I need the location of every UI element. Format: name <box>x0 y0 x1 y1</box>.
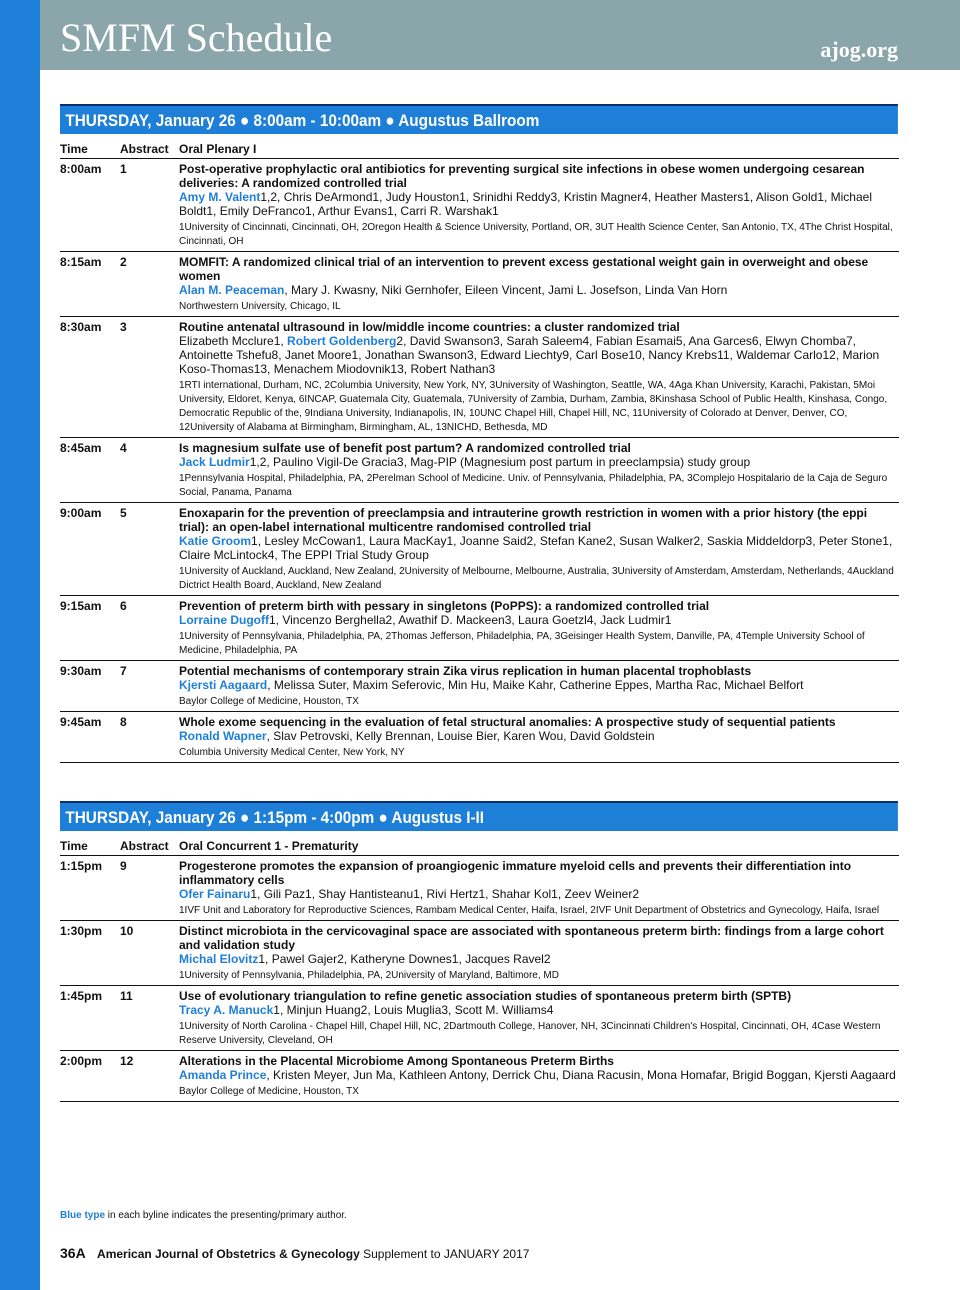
row-abstract-number: 4 <box>120 441 127 455</box>
author-list: 1, Gili Paz1, Shay Hantisteanu1, Rivi Hertz1, Shahar Kol1, Zeev Weiner2 <box>250 887 639 901</box>
row-abstract-number: 5 <box>120 506 127 520</box>
col-time: Time <box>60 142 88 156</box>
col-session: Oral Plenary I <box>179 142 257 156</box>
col-session: Oral Concurrent 1 - Prematurity <box>179 839 359 853</box>
abstract-title[interactable]: Routine antenatal ultrasound in low/middle income countries: a cluster randomized trial <box>179 320 680 334</box>
row-body <box>179 715 899 760</box>
row-abstract-number: 1 <box>120 162 127 176</box>
affiliations: 1University of Cincinnati, Cincinnati, OH, 2Oregon Health & Science University, Portland, OR, 3UT Health Science Center, San Antonio, TX, 4The Christ Hospital, Cincinnati, OH <box>179 222 893 247</box>
author-list: , Kristen Meyer, Jun Ma, Kathleen Antony, Derrick Chu, Diana Racusin, Mona Homafar, Brigid Boggan, Kjersti Aagaard <box>266 1068 896 1082</box>
row-time: 8:30am <box>60 320 102 334</box>
row-time: 8:15am <box>60 255 102 269</box>
presenting-author[interactable]: Amy M. Valent <box>179 190 261 204</box>
row-time: 2:00pm <box>60 1054 103 1068</box>
table-header <box>60 142 899 159</box>
row-time: 1:15pm <box>60 859 103 873</box>
row-abstract-number: 6 <box>120 599 127 613</box>
row-body <box>179 162 899 249</box>
session-plenary <box>60 104 899 763</box>
row-body <box>179 320 899 435</box>
author-line <box>179 613 899 627</box>
author-list: 1, Lesley McCowan1, Laura MacKay1, Joanne Said2, Stefan Kane2, Susan Walker2, Saskia Middeldorp3, Peter Stone1, Claire McLintock4, The EPPI Trial Study Group <box>179 534 893 562</box>
abstract-title[interactable]: Is magnesium sulfate use of benefit post partum? A randomized controlled trial <box>179 441 631 455</box>
table-row <box>60 317 899 438</box>
page-footer <box>60 1245 529 1261</box>
left-accent-bar <box>0 0 40 1290</box>
journal-name: American Journal of Obstetrics & Gynecology <box>97 1247 360 1261</box>
table-row <box>60 661 899 712</box>
author-list: 2, David Swanson3, Sarah Saleem4, Fabian Esamai5, Ana Garces6, Elwyn Chomba7, Antoinette Tshefu8, Janet Moore1, Jonathan Swanson3, Edward Liechty9, Carl Bose10, Nancy Krebs11, Waldemar Carlo12, Marion Koso-Thomas13, Menachem Miodovnik13, Robert Nathan3 <box>179 334 880 376</box>
abstract-title[interactable]: Progesterone promotes the expansion of proangiogenic immature myeloid cells and prevents their differentiation into inflammatory cells <box>179 859 852 887</box>
session-banner: THURSDAY, January 26 ● 8:00am - 10:00am ● Augustus Ballroom <box>60 104 898 134</box>
abstract-title[interactable]: MOMFIT: A randomized clinical trial of an intervention to prevent excess gestational weight gain in overweight and obese women <box>179 255 869 283</box>
table-row <box>60 986 899 1051</box>
row-body <box>179 664 899 709</box>
row-abstract-number: 12 <box>120 1054 134 1068</box>
table-row <box>60 596 899 661</box>
table-row <box>60 503 899 596</box>
affiliations: 1University of Auckland, Auckland, New Zealand, 2University of Melbourne, Melbourne, Australia, 3University of Amsterdam, Amsterdam, Netherlands, 4Auckland Dictrict Health Board, Auckland, New Zealand <box>179 566 894 591</box>
session-banner: THURSDAY, January 26 ● 1:15pm - 4:00pm ● Augustus I-II <box>60 801 898 831</box>
table-row <box>60 1051 899 1102</box>
author-list-pre: Elizabeth Mcclure1, <box>179 334 288 348</box>
author-list: 1,2, Paulino Vigil-De Gracia3, Mag-PIP (Magnesium post partum in preeclampsia) study group <box>249 455 751 469</box>
page-title: SMFM Schedule <box>60 15 333 60</box>
row-abstract-number: 10 <box>120 924 134 938</box>
session-concurrent <box>60 801 899 1102</box>
author-line <box>179 887 899 901</box>
header-bar <box>40 0 960 70</box>
row-time: 1:45pm <box>60 989 103 1003</box>
presenting-author[interactable]: Alan M. Peaceman <box>179 283 285 297</box>
presenting-author[interactable]: Kjersti Aagaard <box>179 678 268 692</box>
presenting-author[interactable]: Jack Ludmir <box>179 455 250 469</box>
author-line <box>179 1068 899 1082</box>
site-link[interactable]: ajog.org <box>820 37 898 62</box>
issue-label: Supplement to JANUARY 2017 <box>363 1247 530 1261</box>
abstract-title[interactable]: Prevention of preterm birth with pessary in singletons (PoPPS): a randomized controlled trial <box>179 599 710 613</box>
author-list: 1, Vincenzo Berghella2, Awathif D. Mackeen3, Laura Goetzl4, Jack Ludmir1 <box>269 613 672 627</box>
table-row <box>60 252 899 317</box>
author-list: , Slav Petrovski, Kelly Brennan, Louise Bier, Karen Wou, David Goldstein <box>266 729 655 743</box>
affiliations: 1RTI international, Durham, NC, 2Columbia University, New York, NY, 3University of Washington, Seattle, WA, 4Aga Khan University, Karachi, Pakistan, 5Moi University, Eldoret, Kenya, 6INCAP, Guatemala City, Guatemala, 7University of Zambia, Durham, Zambia, 8Kinshasa School of Public Health, Kinshasa, Congo, Democratic Republic of the, 9Indiana University, Indianapolis, IN, 10UNC Chapel Hill, Chapel Hill, NC, 11University of Colorado at Denver, Denver, CO, 12University of Alabama at Birmingham, Birmingham, AL, 13NICHD, Bethesda, MD <box>179 380 888 433</box>
abstract-title[interactable]: Enoxaparin for the prevention of preeclampsia and intrauterine growth restriction in women with a prior history (the eppi trial): an open-label international multicentre randomised controlled trial <box>179 506 868 534</box>
author-line <box>179 334 899 376</box>
affiliations: 1University of Pennsylvania, Philadelphia, PA, 2Thomas Jefferson, Philadelphia, PA, 3Geisinger Health System, Danville, PA, 4Temple University School of Medicine, Philadelphia, PA <box>179 631 865 656</box>
row-body <box>179 441 899 500</box>
author-line <box>179 534 899 562</box>
affiliations: Baylor College of Medicine, Houston, TX <box>179 1086 359 1097</box>
presenting-author[interactable]: Ronald Wapner <box>179 729 267 743</box>
author-line <box>179 678 899 692</box>
row-abstract-number: 8 <box>120 715 127 729</box>
table-row <box>60 438 899 503</box>
col-abstract: Abstract <box>120 142 169 156</box>
presenting-author[interactable]: Tracy A. Manuck <box>179 1003 274 1017</box>
row-time: 8:00am <box>60 162 102 176</box>
table-header <box>60 839 899 856</box>
page-number: 36A <box>60 1245 86 1261</box>
row-body <box>179 989 899 1048</box>
row-body <box>179 859 899 918</box>
col-time: Time <box>60 839 88 853</box>
row-abstract-number: 9 <box>120 859 127 873</box>
table-row <box>60 159 899 252</box>
abstract-title[interactable]: Use of evolutionary triangulation to refine genetic association studies of spontaneous preterm birth (SPTB) <box>179 989 792 1003</box>
author-line <box>179 283 899 297</box>
footnote-blue: Blue type <box>60 1210 106 1221</box>
author-list: , Mary J. Kwasny, Niki Gernhofer, Eileen Vincent, Jami L. Josefson, Linda Van Horn <box>284 283 728 297</box>
footnote <box>60 1210 347 1221</box>
row-time: 9:15am <box>60 599 102 613</box>
affiliations: Baylor College of Medicine, Houston, TX <box>179 696 359 707</box>
row-abstract-number: 11 <box>120 989 133 1003</box>
presenting-author[interactable]: Amanda Prince <box>179 1068 267 1082</box>
row-body <box>179 599 899 658</box>
footnote-text: in each byline indicates the presenting/primary author. <box>105 1210 347 1221</box>
author-line <box>179 455 899 469</box>
col-abstract: Abstract <box>120 839 169 853</box>
author-line <box>179 190 899 218</box>
affiliations: 1Pennsylvania Hospital, Philadelphia, PA, 2Perelman School of Medicine. Univ. of Pennsylvania, Philadelphia, PA, 3Complejo Hospitalario de la Caja de Seguro Social, Panama, Panama <box>179 473 888 498</box>
presenting-author[interactable]: Robert Goldenberg <box>287 334 397 348</box>
presenting-author[interactable]: Lorraine Dugoff <box>179 613 269 627</box>
row-body <box>179 1054 899 1099</box>
affiliations: 1University of Pennsylvania, Philadelphia, PA, 2University of Maryland, Baltimore, MD <box>179 970 559 981</box>
row-time: 9:00am <box>60 506 102 520</box>
row-time: 9:45am <box>60 715 102 729</box>
row-body <box>179 924 899 983</box>
abstract-title[interactable]: Whole exome sequencing in the evaluation of fetal structural anomalies: A prospective study of sequential patients <box>179 715 836 729</box>
presenting-author[interactable]: Katie Groom <box>179 534 252 548</box>
presenting-author[interactable]: Michal Elovitz <box>179 952 259 966</box>
author-line <box>179 952 899 966</box>
table-row <box>60 712 899 763</box>
row-time: 1:30pm <box>60 924 103 938</box>
abstract-title[interactable]: Alterations in the Placental Microbiome Among Spontaneous Preterm Births <box>179 1054 614 1068</box>
row-time: 8:45am <box>60 441 102 455</box>
affiliations: Northwestern University, Chicago, IL <box>179 301 341 312</box>
table-row <box>60 856 899 921</box>
author-list: , Melissa Suter, Maxim Seferovic, Min Hu, Maike Kahr, Catherine Eppes, Martha Rac, Michael Belfort <box>267 678 804 692</box>
row-abstract-number: 7 <box>120 664 127 678</box>
author-line <box>179 1003 899 1017</box>
affiliations: 1University of North Carolina - Chapel Hill, Chapel Hill, NC, 2Dartmouth College, Hanover, NH, 3Cincinnati Children's Hospital, Cincinnati, OH, 4Case Western Reserve University, Cleveland, OH <box>179 1021 881 1046</box>
row-body <box>179 506 899 593</box>
row-body <box>179 255 899 314</box>
abstract-title[interactable]: Potential mechanisms of contemporary strain Zika virus replication in human placental trophoblasts <box>179 664 752 678</box>
author-list: 1, Pawel Gajer2, Katheryne Downes1, Jacques Ravel2 <box>258 952 551 966</box>
row-time: 9:30am <box>60 664 102 678</box>
author-list: 1,2, Chris DeArmond1, Judy Houston1, Srinidhi Reddy3, Kristin Magner4, Heather Masters1, Alison Gold1, Michael Boldt1, Emily DeFranco1, Arthur Evans1, Carri R. Warshak1 <box>179 190 872 218</box>
presenting-author[interactable]: Ofer Fainaru <box>179 887 251 901</box>
author-line <box>179 729 899 743</box>
abstract-title[interactable]: Post-operative prophylactic oral antibiotics for preventing surgical site infections in obese women undergoing cesarean deliveries: A randomized controlled trial <box>179 162 865 190</box>
affiliations: Columbia University Medical Center, New York, NY <box>179 747 405 758</box>
table-row <box>60 921 899 986</box>
author-list: 1, Minjun Huang2, Louis Muglia3, Scott M. Williams4 <box>273 1003 554 1017</box>
abstract-title[interactable]: Distinct microbiota in the cervicovaginal space are associated with spontaneous preterm birth: findings from a large cohort and validation study <box>179 924 884 952</box>
row-abstract-number: 3 <box>120 320 127 334</box>
affiliations: 1IVF Unit and Laboratory for Reproductive Sciences, Rambam Medical Center, Haifa, Israel, 2IVF Unit Department of Obstetrics and Gynecology, Haifa, Israel <box>179 905 880 916</box>
row-abstract-number: 2 <box>120 255 127 269</box>
